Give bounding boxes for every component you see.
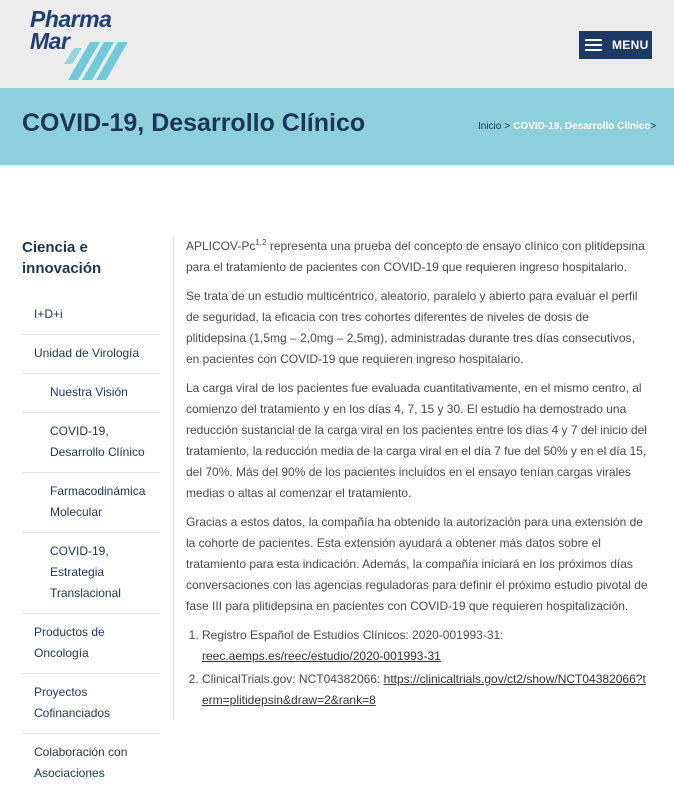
sidebar-item-idi[interactable]: I+D+i [22, 294, 160, 335]
logo-stripes-icon [60, 34, 130, 82]
sidebar-item-farmacodinamica-molecular[interactable]: Farmacodinámica Molecular [22, 473, 160, 533]
sidebar-item-nuestra-vision[interactable]: Nuestra Visión [22, 374, 160, 413]
references-list [186, 625, 648, 711]
menu-button[interactable] [579, 31, 652, 59]
sidebar-item-covid-desarrollo-clinico[interactable]: COVID-19, Desarrollo Clínico [22, 413, 160, 473]
paragraph-viral-load: La carga viral de los pacientes fue evaluada cuantitativamente, en el mismo centro, al comienzo del tratamiento y en los días 4, 7, 15 y 30. El estudio ha demostrado una reducción sustancial de la carga viral en los pacientes entre los días 4 y 7 del inicio del tratamiento, la reducción media de la carga viral en el día 7 fue del 50% y en el día 15, del 70%. Más del 90% de los pacientes incluidos en el ensayo tenían cargas virales medias o altas al comenzar el tratamiento. [186, 381, 647, 500]
breadcrumb-home-link[interactable]: Inicio [478, 121, 502, 132]
breadcrumb-current: COVID-19, Desarrollo Clínico [513, 121, 651, 132]
paragraph-intro [186, 236, 648, 278]
breadcrumb-separator: > [504, 121, 511, 132]
sidebar-item-unidad-virologia[interactable]: Unidad de Virología [22, 335, 160, 374]
site-header [0, 0, 674, 88]
study-name: APLICOV-Pc [186, 239, 256, 253]
breadcrumb-separator: > [650, 121, 657, 132]
hamburger-icon [585, 39, 602, 51]
menu-label: MENU [612, 38, 649, 52]
sidebar-item-proyectos-cofinanciados[interactable]: Proyectos Cofinanciados [22, 674, 160, 734]
paragraph-intro-text: representa una prueba del concepto de ensayo clínico con plitidepsina para el tratamiento de pacientes con COVID-19 que requieren ingreso hospitalario. [186, 239, 645, 274]
sidebar-divider [173, 237, 174, 720]
page-title: COVID-19, Desarrollo Clínico [22, 109, 366, 137]
paragraph-extension: Gracias a estos datos, la compañía ha obtenido la autorización para una extensión de la cohorte de pacientes. Esta extensión ayudará a obtener más datos sobre el tratamiento para esta indicación. Además, la compañía iniciará en los próximos días conversaciones con las agencias reguladoras para definir el próximo estudio pivotal de fase III para plitidepsina en pacientes con COVID-19 que requieren hospitalización. [186, 515, 648, 613]
breadcrumb [478, 121, 656, 132]
sidebar-item-covid-estrategia-translacional[interactable]: COVID-19, Estrategia Translacional [22, 533, 160, 614]
reference-link-clinicaltrials[interactable]: https://clinicaltrials.gov/ct2/show/NCT04382066?term=plitidepsin&draw=2&rank=8 [202, 672, 646, 707]
reference-text: ClinicalTrials.gov: NCT04382066: [202, 672, 384, 686]
sidebar-nav [22, 294, 160, 793]
paragraph-study-design: Se trata de un estudio multicéntrico, aleatorio, paralelo y abierto para evaluar el perfil de seguridad, la eficacia con tres cohortes diferentes de niveles de dosis de plitidepsina (1,5mg – 2,0mg – 2,5mg), administradas durante tres días consecutivos, en pacientes con COVID-19 que requieren ingreso hospitalario. [186, 289, 638, 366]
reference-link-reec[interactable]: reec.aemps.es/reec/estudio/2020-001993-31 [202, 649, 441, 663]
sidebar-item-colaboracion-asociaciones[interactable]: Colaboración con Asociaciones [34, 745, 128, 780]
reference-text: Registro Español de Estudios Clínicos: 2020-001993-31: [202, 628, 504, 642]
sidebar-title: Ciencia e innovación [22, 239, 102, 277]
footnote-ref: 1,2 [255, 238, 267, 247]
sidebar-item-productos-oncologia[interactable]: Productos de Oncología [22, 614, 160, 674]
logo-line-1: Pharma [30, 6, 112, 32]
main-content [186, 236, 648, 713]
pharmamar-logo[interactable] [30, 8, 140, 82]
reference-item [202, 625, 648, 667]
logo-line-2: Mar [30, 28, 70, 54]
reference-item [202, 669, 648, 711]
